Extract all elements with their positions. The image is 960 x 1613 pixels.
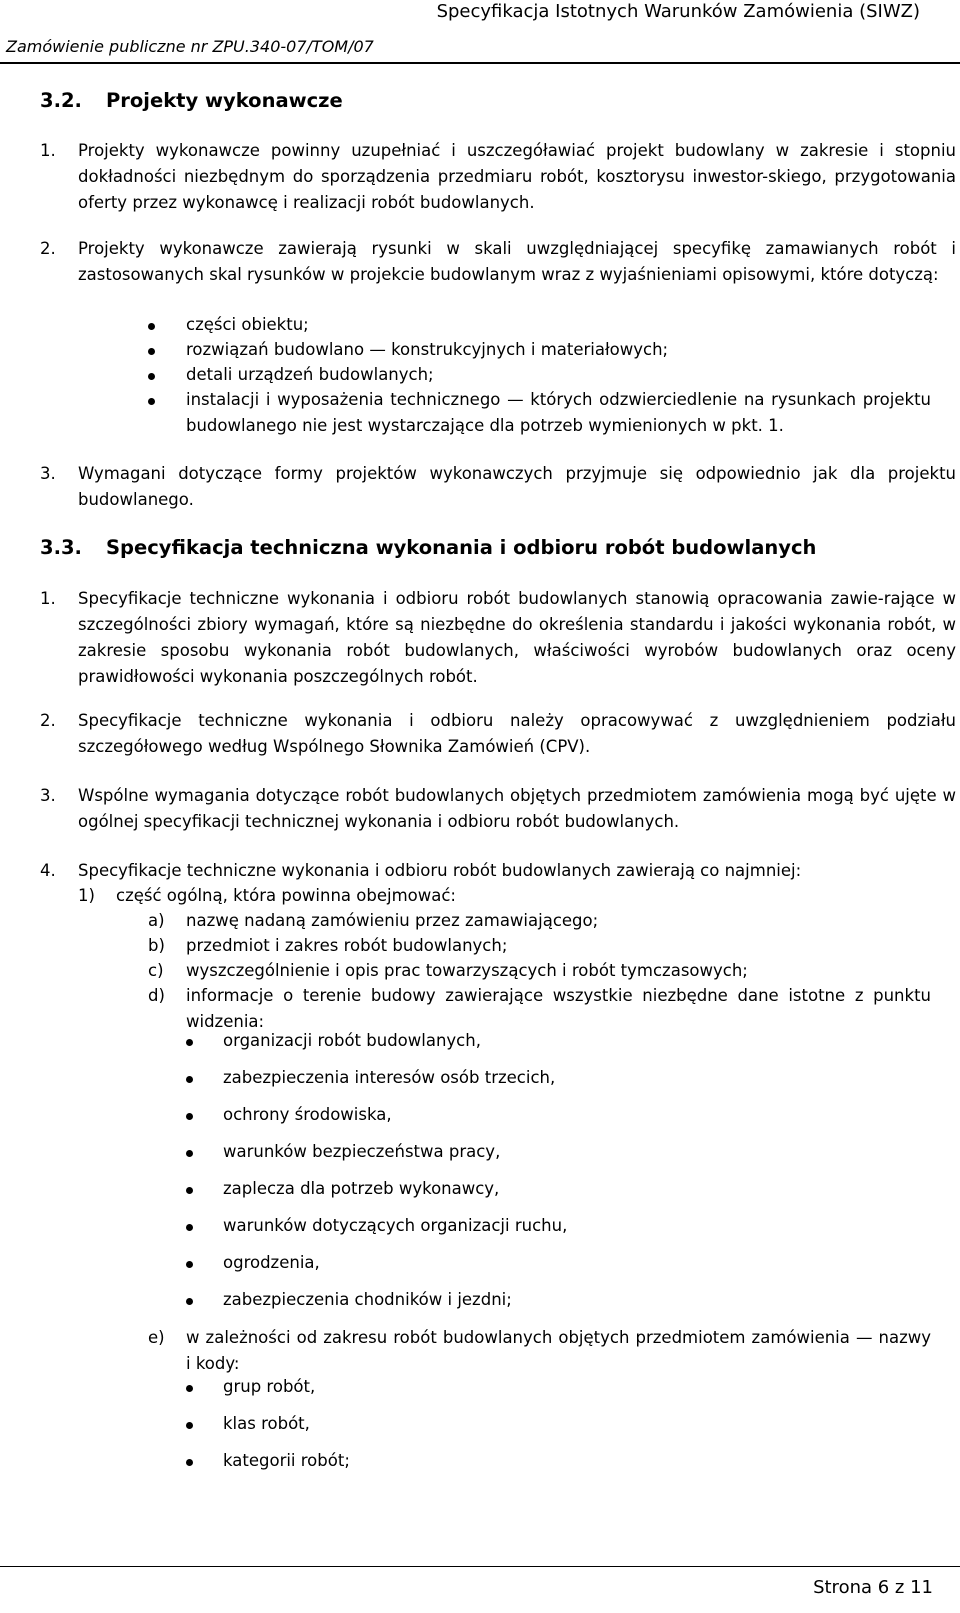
order-number: Zamówienie publiczne nr ZPU.340-07/TOM/07 <box>6 37 374 56</box>
paragraph-text: Projekty wykonawcze powinny uzupełniać i uszczegóławiać projekt budowlany w zakresie i stopniu dokładności niezbędnym do sporządzenia przedmiaru robót, kosztorysu inwestor-skiego, przygotowania oferty przez wykonawcę i realizacji robót budowlanych. <box>78 141 956 212</box>
list-item: zabezpieczenia chodników i jezdni; <box>223 1290 512 1309</box>
paragraph-number: 1. <box>40 589 56 608</box>
bullet-icon <box>148 398 155 405</box>
list-item: detali urządzeń budowlanych; <box>186 365 434 384</box>
list-item: kategorii robót; <box>223 1451 350 1470</box>
bullet-icon <box>186 1298 193 1305</box>
bullet-icon <box>186 1076 193 1083</box>
paragraph-3-2-1 <box>40 138 956 216</box>
letter-label: c) <box>148 961 164 980</box>
paragraph-number: 4. <box>40 861 56 880</box>
page-number: Strona 6 z 11 <box>813 1577 933 1598</box>
bullet-icon <box>186 1459 193 1466</box>
paragraph-3-3-1 <box>40 586 956 690</box>
letter-item-text: w zależności od zakresu robót budowlanych objętych przedmiotem zamówienia — nazwy i kody: <box>186 1328 931 1373</box>
list-item: grup robót, <box>223 1377 316 1396</box>
subpoint-text: część ogólną, która powinna obejmować: <box>116 886 456 905</box>
paragraph-3-2-3 <box>40 461 956 513</box>
list-item: ogrodzenia, <box>223 1253 320 1272</box>
bullet-icon <box>186 1385 193 1392</box>
paragraph-text: Projekty wykonawcze zawierają rysunki w skali uwzględniającej specyfikę zamawianych robót i zastosowanych skal rysunków w projekcie budowlanym wraz z wyjaśnieniami opisowymi, które dotyczą: <box>78 239 956 284</box>
bullet-icon <box>186 1150 193 1157</box>
letter-label: e) <box>148 1328 165 1347</box>
section-title: Specyfikacja techniczna wykonania i odbioru robót budowlanych <box>106 536 817 559</box>
section-number: 3.3. <box>40 536 82 559</box>
letter-label: a) <box>148 911 165 930</box>
subpoint-number: 1) <box>78 886 95 905</box>
paragraph-3-3-2 <box>40 708 956 760</box>
letter-item-text: informacje o terenie budowy zawierające wszystkie niezbędne dane istotne z punktu widzenia: <box>186 986 931 1031</box>
list-item: części obiektu; <box>186 315 309 334</box>
bullet-icon <box>186 1113 193 1120</box>
paragraph-3-2-2 <box>40 236 956 288</box>
paragraph-number: 3. <box>40 786 56 805</box>
section-title: Projekty wykonawcze <box>106 89 343 112</box>
letter-item-text: wyszczególnienie i opis prac towarzyszących i robót tymczasowych; <box>186 961 748 980</box>
list-item: klas robót, <box>223 1414 310 1433</box>
bullet-icon <box>148 323 155 330</box>
paragraph-text: Specyfikacje techniczne wykonania i odbioru robót budowlanych zawierają co najmniej: <box>78 861 802 880</box>
paragraph-number: 2. <box>40 239 56 258</box>
letter-item-text: przedmiot i zakres robót budowlanych; <box>186 936 508 955</box>
document-title: Specyfikacja Istotnych Warunków Zamówienia (SIWZ) <box>436 1 920 22</box>
paragraph-number: 2. <box>40 711 56 730</box>
letter-label: d) <box>148 986 165 1005</box>
paragraph-text: Wspólne wymagania dotyczące robót budowlanych objętych przedmiotem zamówienia mogą być ujęte w ogólnej specyfikacji technicznej wykonania i odbioru robót budowlanych. <box>78 786 956 831</box>
paragraph-text: Specyfikacje techniczne wykonania i odbioru należy opracowywać z uwzględnieniem podziału szczegółowego według Wspólnego Słownika Zamówień (CPV). <box>78 711 956 756</box>
paragraph-number: 3. <box>40 464 56 483</box>
bullet-icon <box>186 1187 193 1194</box>
paragraph-3-3-4 <box>40 858 956 884</box>
footer-divider <box>0 1566 960 1567</box>
paragraph-3-3-3 <box>40 783 956 835</box>
list-item: organizacji robót budowlanych, <box>223 1031 481 1050</box>
bullet-icon <box>186 1039 193 1046</box>
list-item: rozwiązań budowlano — konstrukcyjnych i materiałowych; <box>186 340 669 359</box>
header-divider <box>0 62 960 64</box>
bullet-icon <box>186 1261 193 1268</box>
list-item: warunków bezpieczeństwa pracy, <box>223 1142 501 1161</box>
list-item: zaplecza dla potrzeb wykonawcy, <box>223 1179 500 1198</box>
paragraph-text: Specyfikacje techniczne wykonania i odbioru robót budowlanych stanowią opracowania zawie-rające w szczególności zbiory wymagań, które są niezbędne do określenia standardu i jakości wykonania robót, w zakresie sposobu wykonania robót budowlanych, właściwości wyrobów budowlanych oraz oceny prawidłowości wykonania poszczególnych robót. <box>78 589 956 686</box>
list-item: zabezpieczenia interesów osób trzecich, <box>223 1068 556 1087</box>
section-number: 3.2. <box>40 89 82 112</box>
bullet-icon <box>148 348 155 355</box>
list-item: instalacji i wyposażenia technicznego — których odzwierciedlenie na rysunkach projektu budowlanego nie jest wystarczające dla potrzeb wymienionych w pkt. 1. <box>186 390 931 435</box>
bullet-icon <box>186 1224 193 1231</box>
bullet-icon <box>148 373 155 380</box>
list-item: warunków dotyczących organizacji ruchu, <box>223 1216 568 1235</box>
letter-label: b) <box>148 936 165 955</box>
list-item: ochrony środowiska, <box>223 1105 392 1124</box>
bullet-icon <box>186 1422 193 1429</box>
letter-item-text: nazwę nadaną zamówieniu przez zamawiającego; <box>186 911 599 930</box>
paragraph-number: 1. <box>40 141 56 160</box>
paragraph-text: Wymagani dotyczące formy projektów wykonawczych przyjmuje się odpowiednio jak dla projektu budowlanego. <box>78 464 956 509</box>
